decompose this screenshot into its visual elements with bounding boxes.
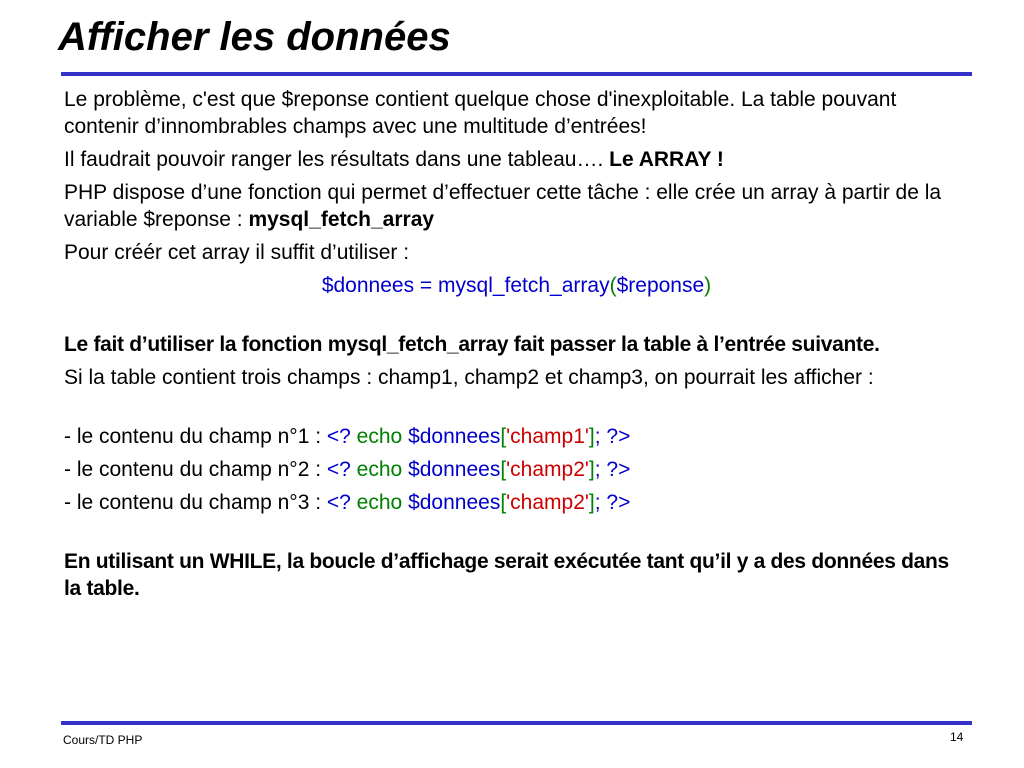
php-echo: echo [350,425,409,448]
code-assign-var: $donnees = mysql_fetch_array [321,274,610,297]
php-bracket-open: [ [500,458,507,481]
code-assign-close-paren: ) [704,274,712,297]
php-key: 'champ2' [506,491,589,514]
php-semicolon: ; [594,425,601,448]
php-semicolon: ; [594,458,601,481]
array-intro-text: Il faudrait pouvoir ranger les résultats dans une tableau…. [64,148,610,171]
code-assignment [64,272,969,299]
php-variable: $donnees [408,458,501,481]
php-echo: echo [350,458,409,481]
field-line [64,489,969,516]
php-bracket-close: ] [588,458,595,481]
code-assign-open-paren: ( [609,274,617,297]
php-semicolon: ; [594,491,601,514]
paragraph-three-fields: Si la table contient trois champs : champ1, champ2 et champ3, on pourrait les afficher : [64,366,874,389]
php-close-tag: ?> [600,491,631,514]
php-variable: $donnees [408,491,501,514]
paragraph-next-entry: Le fait d’utiliser la fonction mysql_fetch_array fait passer la table à l’entrée suivante. [64,333,880,356]
paragraph-problem: Le problème, c'est que $reponse contient quelque chose d'inexploitable. La table pouvant contenir d’innombrables champs avec une multitude d’entrées! [64,88,897,138]
paragraph-while-loop: En utilisant un WHILE, la boucle d’affichage serait exécutée tant qu’il y a des données dans la table. [64,550,949,600]
field-line [64,456,969,483]
page-number: 14 [950,730,964,744]
php-bracket-open: [ [500,425,507,448]
function-name: mysql_fetch_array [248,208,435,231]
array-keyword: Le ARRAY ! [609,148,724,171]
field-line-prefix: - le contenu du champ n°2 : [64,458,327,481]
footer-course-label: Cours/TD PHP [63,733,143,747]
php-close-tag: ?> [600,458,631,481]
php-open-tag: <? [326,425,351,448]
field-line-prefix: - le contenu du champ n°3 : [64,491,327,514]
php-open-tag: <? [326,491,351,514]
slide-body [64,86,969,602]
paragraph-usage: Pour créér cet array il suffit d’utiliser : [64,241,410,264]
footer-divider [61,721,972,725]
php-function-text: PHP dispose d’une fonction qui permet d’effectuer cette tâche : elle crée un array à partir de la variable $reponse : [64,181,942,231]
php-echo: echo [350,491,409,514]
php-close-tag: ?> [600,425,631,448]
php-key: 'champ2' [506,458,589,481]
code-assign-arg: $reponse [616,274,705,297]
php-variable: $donnees [408,425,501,448]
paragraph-php-function [64,179,969,233]
php-key: 'champ1' [506,425,589,448]
php-bracket-open: [ [500,491,507,514]
field-line [64,423,969,450]
field-line-prefix: - le contenu du champ n°1 : [64,425,327,448]
php-bracket-close: ] [588,491,595,514]
php-open-tag: <? [326,458,351,481]
php-bracket-close: ] [588,425,595,448]
slide-title: Afficher les données [58,15,451,59]
paragraph-array-intro [64,146,969,173]
title-divider [61,72,972,76]
